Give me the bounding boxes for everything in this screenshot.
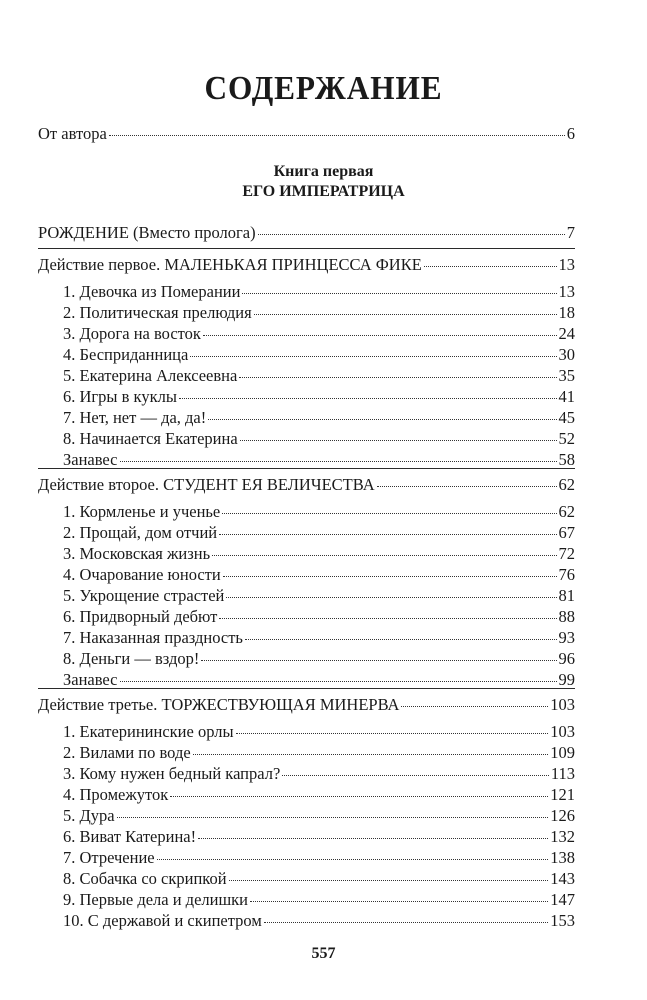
toc-page: 96 (558, 649, 575, 668)
toc-page: 143 (550, 869, 575, 888)
toc-row (38, 281, 575, 302)
toc-row (38, 889, 575, 910)
toc-row (38, 648, 575, 669)
toc-row (38, 826, 575, 847)
toc-page: 72 (558, 544, 575, 563)
toc-act-row (38, 254, 575, 275)
section-divider (38, 468, 575, 469)
page-number: 557 (311, 945, 336, 962)
toc-label: РОЖДЕНИЕ (Вместо пролога) (38, 223, 256, 242)
toc-label: 5. Дура (63, 806, 115, 825)
toc-row (38, 763, 575, 784)
toc-label: 3. Кому нужен бедный капрал? (63, 764, 281, 783)
dot-leader (258, 234, 565, 235)
toc-row (38, 606, 575, 627)
toc-page: 126 (550, 806, 575, 825)
dot-leader (170, 796, 548, 797)
dot-leader (120, 461, 557, 462)
section-divider (38, 688, 575, 689)
toc-row (38, 365, 575, 386)
toc-label: 7. Нет, нет — да, да! (63, 408, 207, 427)
toc-page: 132 (550, 827, 575, 846)
toc-row (38, 323, 575, 344)
toc-label: 6. Придворный дебют (63, 607, 218, 626)
dot-leader (236, 733, 549, 734)
section-divider (38, 248, 575, 249)
toc-row (38, 449, 575, 470)
toc-row (38, 805, 575, 826)
toc-label: 5. Укрощение страстей (63, 586, 225, 605)
toc-act-3 (38, 694, 575, 931)
toc-page: 113 (550, 764, 575, 783)
toc-page: 121 (550, 785, 575, 804)
dot-leader (219, 534, 556, 535)
toc-row (38, 302, 575, 323)
toc-page: 58 (558, 450, 575, 469)
dot-leader (401, 706, 548, 707)
toc-label: 4. Очарование юности (63, 565, 221, 584)
toc-label: 4. Бесприданница (63, 345, 189, 364)
toc-label: 2. Прощай, дом отчий (63, 523, 218, 542)
toc-row (38, 428, 575, 449)
toc-row (38, 627, 575, 648)
toc-act-2 (38, 474, 575, 690)
dot-leader (208, 419, 556, 420)
toc-label: От автора (38, 124, 107, 143)
toc-row (38, 585, 575, 606)
toc-page: 76 (558, 565, 575, 584)
toc-page: 41 (558, 387, 575, 406)
dot-leader (254, 314, 557, 315)
toc-page: 147 (550, 890, 575, 909)
dot-leader (424, 266, 557, 267)
toc-page: 81 (558, 586, 575, 605)
toc-label: 8. Собачка со скрипкой (63, 869, 227, 888)
dot-leader (264, 922, 548, 923)
toc-act-1 (38, 254, 575, 470)
dot-leader (222, 513, 556, 514)
toc-page: 13 (558, 255, 575, 274)
toc-page: 13 (558, 282, 575, 301)
dot-leader (226, 597, 556, 598)
dot-leader (219, 618, 556, 619)
toc-page: 103 (550, 695, 575, 714)
toc-page: 67 (558, 523, 575, 542)
toc-label: Занавес (63, 450, 118, 469)
toc-row (38, 407, 575, 428)
toc-label: 3. Дорога на восток (63, 324, 201, 343)
toc-intro (38, 123, 575, 144)
toc-prologue (38, 222, 575, 243)
toc-row (38, 522, 575, 543)
dot-leader (282, 775, 549, 776)
dot-leader (250, 901, 548, 902)
dot-leader (109, 135, 565, 136)
toc-label: 6. Игры в куклы (63, 387, 177, 406)
toc-label: 3. Московская жизнь (63, 544, 211, 563)
toc-page: 45 (558, 408, 575, 427)
toc-label: 5. Екатерина Алексеевна (63, 366, 238, 385)
toc-label: 1. Кормленье и ученье (63, 502, 221, 521)
toc-row (38, 564, 575, 585)
toc-label: 2. Политическая прелюдия (63, 303, 252, 322)
toc-label: 7. Наказанная праздность (63, 628, 243, 647)
toc-row (38, 784, 575, 805)
toc-row (38, 669, 575, 690)
dot-leader (377, 486, 557, 487)
toc-page: 103 (550, 722, 575, 741)
dot-leader (229, 880, 549, 881)
toc-page: 153 (550, 911, 575, 930)
dot-leader (239, 377, 556, 378)
toc-page: 35 (558, 366, 575, 385)
toc-page: 52 (558, 429, 575, 448)
dot-leader (242, 293, 556, 294)
dot-leader (193, 754, 549, 755)
toc-page: 138 (550, 848, 575, 867)
toc-row (38, 868, 575, 889)
toc-label: 1. Екатерининские орлы (63, 722, 234, 741)
toc-label: 2. Вилами по воде (63, 743, 191, 762)
toc-row (38, 222, 575, 243)
toc-label: 6. Виват Катерина! (63, 827, 197, 846)
book-number: Книга первая (273, 163, 374, 180)
dot-leader (201, 660, 556, 661)
toc-page: 88 (558, 607, 575, 626)
toc-page: 6 (566, 124, 575, 143)
toc-label: 4. Промежуток (63, 785, 169, 804)
dot-leader (120, 681, 557, 682)
toc-label: Действие второе. СТУДЕНТ ЕЯ ВЕЛИЧЕСТВА (38, 475, 375, 494)
toc-label: 7. Отречение (63, 848, 155, 867)
toc-row (38, 742, 575, 763)
toc-row (38, 501, 575, 522)
dot-leader (117, 817, 549, 818)
toc-label: Занавес (63, 670, 118, 689)
toc-label: Действие первое. МАЛЕНЬКАЯ ПРИНЦЕССА ФИКЕ (38, 255, 422, 274)
toc-page: 109 (550, 743, 575, 762)
toc-row (38, 910, 575, 931)
toc-row (38, 721, 575, 742)
toc-label: 8. Деньги — вздор! (63, 649, 200, 668)
toc-page: 18 (558, 303, 575, 322)
toc-page: 7 (566, 223, 575, 242)
dot-leader (198, 838, 548, 839)
toc-page: 62 (558, 475, 575, 494)
toc-page: 62 (558, 502, 575, 521)
toc-label: 1. Девочка из Померании (63, 282, 241, 301)
dot-leader (179, 398, 557, 399)
dot-leader (190, 356, 556, 357)
book-title: ЕГО ИМПЕРАТРИЦА (242, 183, 405, 200)
dot-leader (240, 440, 557, 441)
dot-leader (223, 576, 557, 577)
toc-page: 30 (558, 345, 575, 364)
page-title: СОДЕРЖАНИЕ (204, 70, 443, 107)
toc-label: 10. С державой и скипетром (63, 911, 262, 930)
toc-page: 24 (558, 324, 575, 343)
toc-row (38, 123, 575, 144)
toc-row (38, 386, 575, 407)
dot-leader (157, 859, 549, 860)
dot-leader (212, 555, 556, 556)
toc-label: 9. Первые дела и делишки (63, 890, 249, 909)
toc-act-row (38, 694, 575, 715)
toc-row (38, 543, 575, 564)
book-heading (0, 162, 647, 202)
toc-page: 93 (558, 628, 575, 647)
toc-act-row (38, 474, 575, 495)
toc-page: 99 (558, 670, 575, 689)
toc-row (38, 344, 575, 365)
dot-leader (203, 335, 557, 336)
dot-leader (245, 639, 557, 640)
toc-label: 8. Начинается Екатерина (63, 429, 238, 448)
toc-row (38, 847, 575, 868)
toc-label: Действие третье. ТОРЖЕСТВУЮЩАЯ МИНЕРВА (38, 695, 400, 714)
